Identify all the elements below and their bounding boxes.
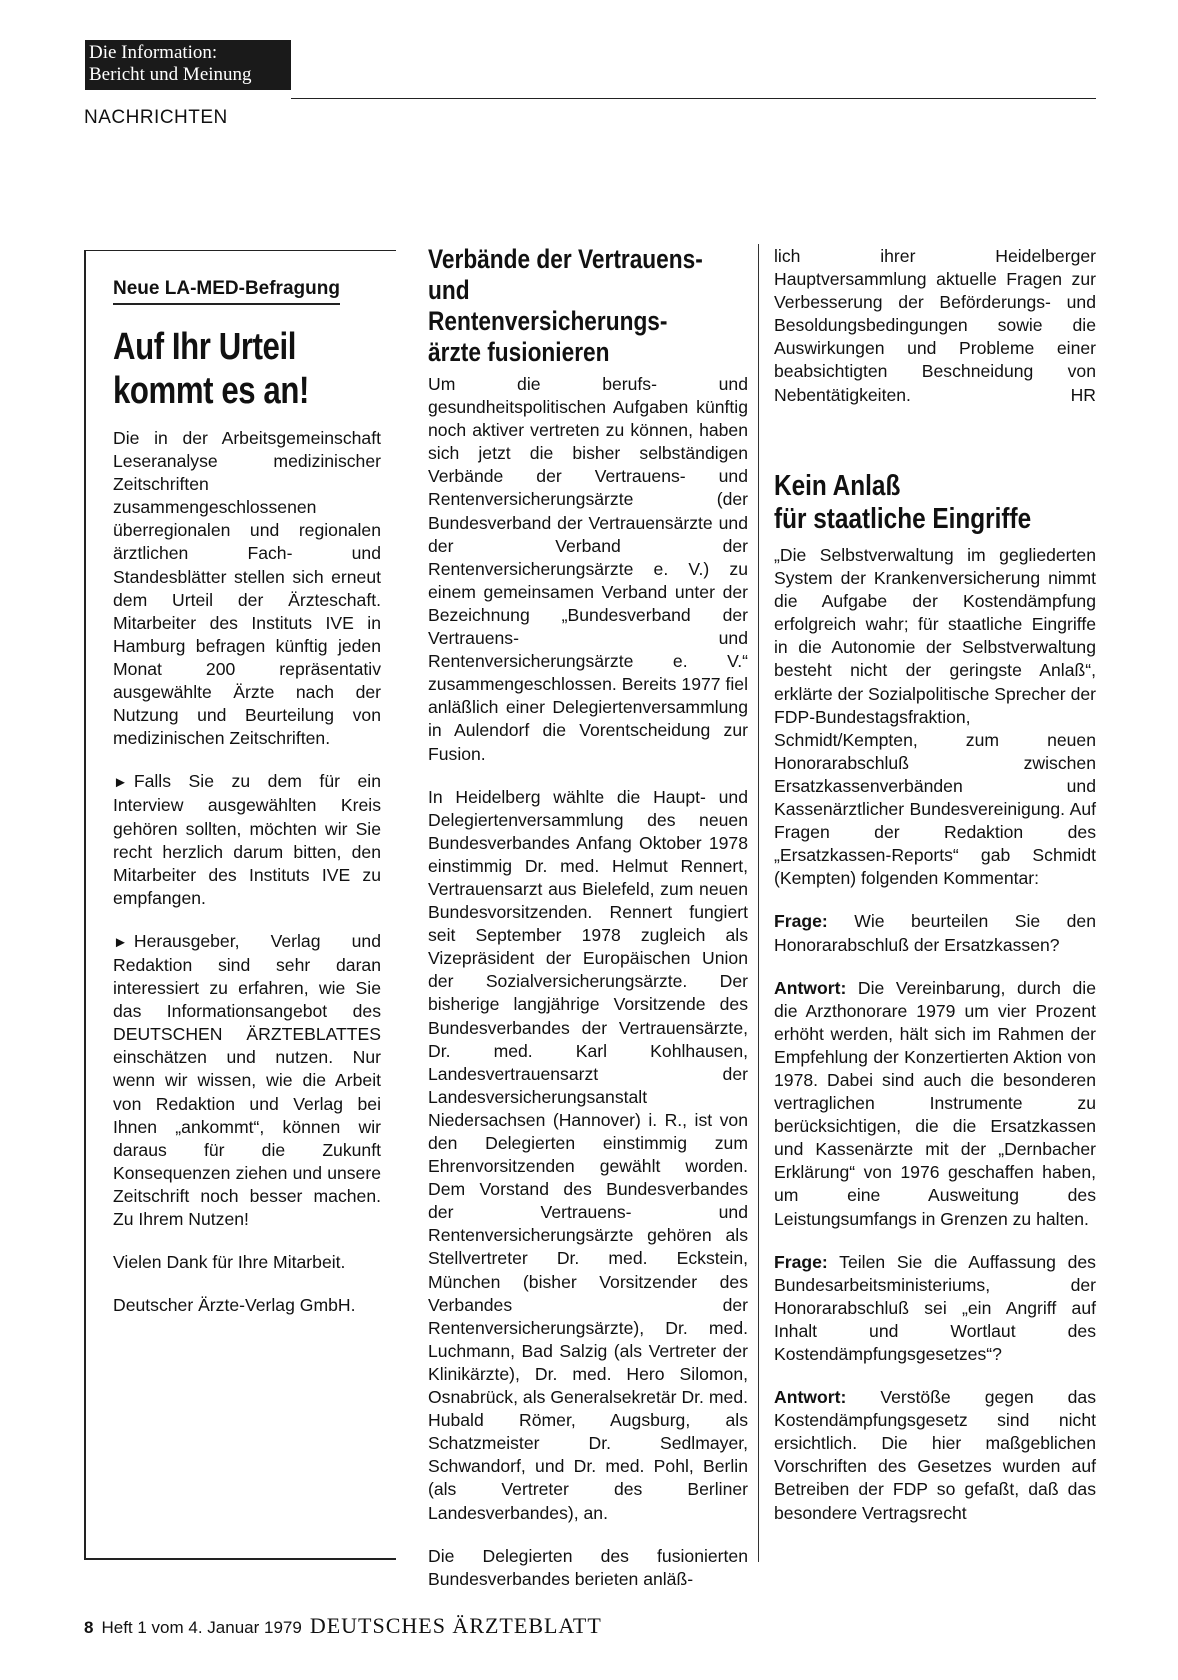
article-title-line: Verbände der Vertrauens- (428, 244, 703, 274)
notice-paragraph (113, 930, 381, 1231)
notice-title-line-2: kommt es an! (113, 370, 309, 412)
article-body (774, 544, 1096, 1545)
question (774, 910, 1096, 956)
article-title-line: ärzte fusionieren (428, 337, 610, 367)
section-header-box (85, 40, 291, 90)
notice-signature: Deutscher Ärzte-Verlag GmbH. (113, 1295, 356, 1316)
page-number: 8 (84, 1618, 94, 1637)
notice-kicker: Neue LA-MED-Befragung (113, 278, 340, 305)
issue-info: Heft 1 vom 4. Januar 1979 (101, 1618, 302, 1637)
magazine-name: DEUTSCHES ÄRZTEBLATT (309, 1613, 602, 1638)
header-line-2: Bericht und Meinung (89, 64, 252, 85)
triangle-bullet-icon: ► (113, 933, 128, 951)
article-body (428, 373, 748, 1611)
article-title-line: und Rentenversicherungs- (428, 275, 668, 336)
notice-paragraph: Vielen Dank für Ihre Mitarbeit. (113, 1252, 346, 1273)
notice-paragraph-text: Herausgeber, Verlag und Redaktion sind sehr daran interessiert zu erfahren, wie Sie das Informationsangebot des DEUTSCHEN ÄRZTEBLATTES einschätzen und nutzen. Nur wenn wir wissen, wie die Arbeit von Redaktion und Verlag bei Ihnen „ankommt“, können wir daraus für die Zukunft Konsequenzen ziehen und unsere Zeitschrift noch besser machen. Zu Ihrem Nutzen! (113, 930, 381, 1229)
article-paragraph-text: lich ihrer Heidelberger Hauptversammlung aktuelle Fragen zur Verbesserung der Beförderungs- und Besoldungsbedingungen sowie die Auswirkungen und Probleme einer beabsichtigten Beschneidung von Nebentätigkeiten. (774, 246, 1096, 405)
answer-text: Die Vereinbarung, durch die die Arzthonorare 1979 um vier Prozent erhöht werden, hält sich im Rahmen der Empfehlung der Konzertierten Aktion von 1978. Dabei sind auch die besonderen vertraglichen Instrumente zu berücksichtigen, die die Ersatzkassen und Kassenärzte mit der „Dernbacher Erklärung“ von 1976 geschaffen haben, um eine Ausweitung des Leistungsumfangs in Grenzen zu halten. (774, 977, 1096, 1229)
article-title-line: für staatliche Eingriffe (774, 503, 1032, 535)
article-paragraph (774, 245, 1096, 407)
header-rule (291, 98, 1096, 99)
section-label: NACHRICHTEN (84, 107, 228, 128)
header-line-1: Die Information: (89, 42, 218, 63)
article-title (428, 244, 705, 368)
question-text: Wie beurteilen Sie den Honorarabschluß der Ersatzkassen? (774, 911, 1096, 955)
question-text: Teilen Sie die Auffassung des Bundesarbeitsministeriums, der Honorarabschluß sei „ein Angriff auf Inhalt und Wortlaut des Kostendämpfungsgesetzes“? (774, 1251, 1096, 1364)
notice-box-top-rule (84, 250, 396, 251)
answer (774, 977, 1096, 1231)
notice-title-line-1: Auf Ihr Urteil (113, 326, 296, 368)
article-title-line: Kein Anlaß (774, 470, 901, 502)
article-title (774, 470, 1060, 536)
article-paragraph: „Die Selbstverwaltung im gegliederten System der Krankenversicherung nimmt die Aufgabe der Kostendämpfung erfolgreich wahr; für staatliche Eingriffe in die Autonomie der Selbstverwaltung besteht nicht der geringste Anlaß“, erklärte der Sozialpolitische Sprecher der FDP-Bundestagsfraktion, Schmidt/Kempten, zum neuen Honorarabschluß zwischen Ersatzkassenverbänden und Kassenärztlicher Bundesvereinigung. Auf Fragen der Redaktion des „Ersatzkassen-Reports“ gab Schmidt (Kempten) folgenden Kommentar: (774, 545, 1096, 889)
question (774, 1251, 1096, 1366)
article-paragraph: Die Delegierten des fusionierten Bundesverbandes berieten anläß- (428, 1545, 748, 1589)
question-label: Frage: (774, 1251, 828, 1272)
article-continuation (774, 245, 1096, 407)
notice-paragraph: Die in der Arbeitsgemeinschaft Leseranalyse medizinischer Zeitschriften zusammengeschlossenen überregionalen und regionalen ärztlichen Fach- und Standesblätter stellen sich erneut dem Urteil der Ärzteschaft. Mitarbeiter des Instituts IVE in Hamburg befragen künftig jeden Monat 200 repräsentativ ausgewählte Ärzte nach der Nutzung und Beurteilung von medizinischen Zeitschriften. (113, 428, 381, 749)
notice-paragraph-text: Falls Sie zu dem für ein Interview ausgewählten Kreis gehören sollten, möchten wir Sie recht herzlich darum bitten, den Mitarbeiter des Instituts IVE zu empfangen. (113, 771, 381, 908)
triangle-bullet-icon: ► (113, 774, 128, 792)
notice-body (113, 427, 381, 1337)
notice-title (113, 325, 334, 413)
page-footer (84, 1613, 602, 1639)
column-rule (758, 244, 759, 1562)
answer-label: Antwort: (774, 1387, 847, 1408)
article-paragraph: In Heidelberg wählte die Haupt- und Delegiertenversammlung des neuen Bundesverbandes Anfang Oktober 1978 einstimmig Dr. med. Helmut Rennert, Vertrauensarzt aus Bielefeld, zum neuen Bundesvorsitzenden. Rennert fungiert seit September 1978 zugleich als Vizepräsident der Europäischen Union der Sozialversicherungsärzte. Der bisherige langjährige Vorsitzende des Bundesverbandes der Vertrauensärzte, Dr. med. Karl Kohlhausen, Landesvertrauensarzt der Landesversicherungsanstalt Niedersachsen (Hannover) i. R., ist von den Delegierten einstimmig zum Ehrenvorsitzenden gewählt worden. Dem Vorstand des Bundesverbandes der Vertrauens- und Rentenversicherungsärzte gehören als Stellvertreter Dr. med. Eckstein, München (bisher Vorsitzender des Verbandes der Rentenversicherungsärzte), Dr. med. Luchmann, Bad Salzig (als Vertreter der Klinikärzte), Dr. med. Hero Silomon, Osnabrück, als Generalsekretär Dr. med. Hubald Römer, Augsburg, als Schatzmeister Dr. Sedlmayer, Schwandorf, und Dr. med. Pohl, Berlin (als Vertreter des Berliner Landesverbandes), an. (428, 786, 748, 1523)
answer (774, 1386, 1096, 1525)
notice-paragraph (113, 770, 381, 910)
answer-label: Antwort: (774, 977, 847, 998)
article-paragraph: Um die berufs- und gesundheitspolitischen Aufgaben künftig noch aktiver vertreten zu können, haben sich jetzt die bisher selbständigen Verbände der Vertrauens- und Rentenversicherungsärzte (der Bundesverband der Vertrauensärzte und der Verband der Rentenversicherungsärzte e. V.) zu einem gemeinsamen Verband unter der Bezeichnung „Bundesverband der Vertrauens- und Rentenversicherungsärzte e. V.“ zusammengeschlossen. Bereits 1977 fiel anläßlich einer Delegiertenversammlung in Aulendorf die Vorentscheidung zur Fusion. (428, 374, 748, 764)
question-label: Frage: (774, 911, 828, 932)
author-initials: HR (1070, 384, 1096, 405)
answer-text: Verstöße gegen das Kostendämpfungsgesetz sind nicht ersichtlich. Die hier maßgeblichen Vorschriften des Gesetzes wurden auf Betreiben der FDP so gefaßt, daß das besondere Vertragsrecht (774, 1387, 1096, 1523)
